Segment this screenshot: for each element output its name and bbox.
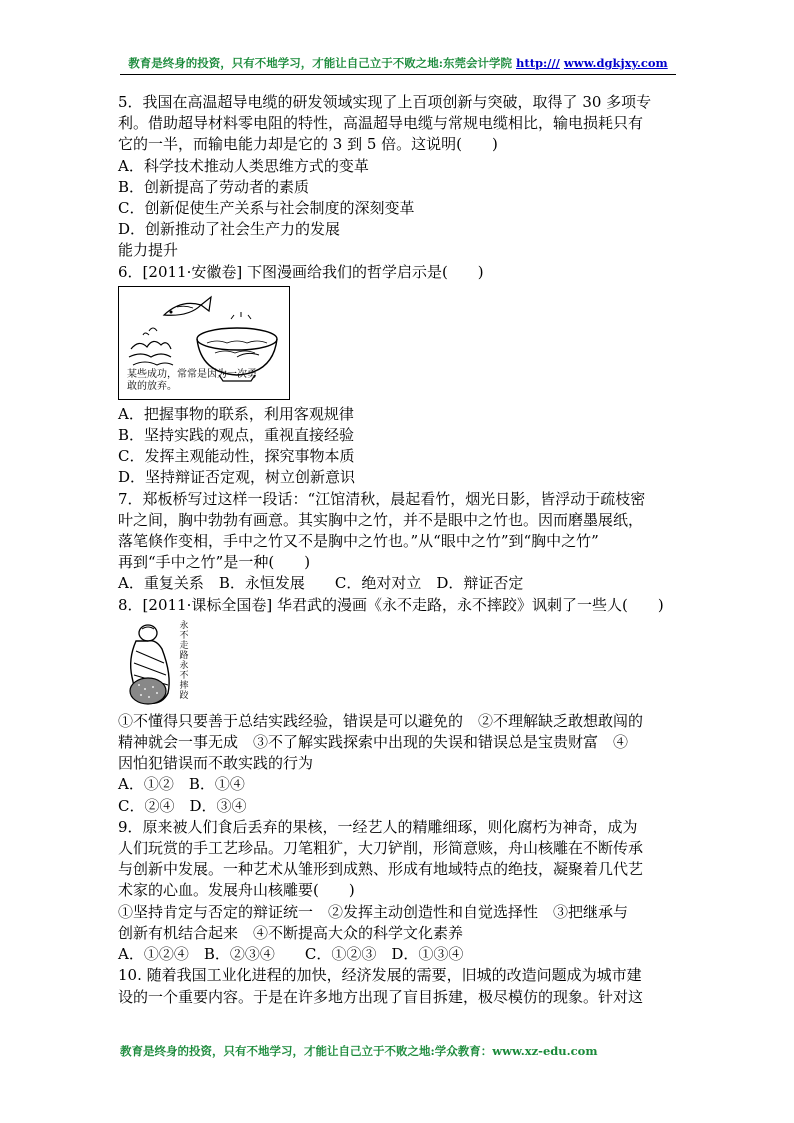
header-link-site[interactable]: www.dgkjxy.com: [563, 56, 668, 70]
header-text: 教育是终身的投资，只有不地学习，才能让自己立于不败之地:东莞会计学院: [128, 56, 517, 70]
q5-line: 它的一半，而输电能力却是它的 3 到 5 倍。这说明( ): [118, 135, 498, 154]
q9-line: 与创新中发展。一种艺术从雏形到成熟、形成有地域特点的绝技，凝聚着几代艺: [118, 860, 644, 879]
q7-line: 叶之间，胸中勃勃有画意。其实胸中之竹，并不是眼中之竹也。因而磨墨展纸，: [118, 510, 644, 529]
q9-line: 术家的心血。发展舟山核雕要( ): [118, 881, 355, 900]
q5-line: 利。借助超导材料零电阻的特性，高温超导电缆与常规电缆相比，输电损耗只有: [118, 114, 644, 133]
q6-cartoon: [118, 286, 290, 400]
q9-line: ①坚持肯定与否定的辩证统一 ②发挥主动创造性和自觉选择性 ③把继承与: [118, 902, 629, 921]
q6-line: 6．[2011·安徽卷] 下图漫画给我们的哲学启示是( ): [118, 262, 484, 281]
q6-option-d: D．坚持辩证否定观，树立创新意识: [118, 468, 356, 487]
q8-cartoon-vertical-text: 永 不 走 路 永 不 摔 跤: [179, 620, 189, 701]
q8-options: C．②④ D．③④: [118, 796, 247, 815]
q5-line: 5．我国在高温超导电缆的研发领域实现了上百项创新与突破，取得了 30 多项专: [118, 93, 652, 111]
document-body: [118, 92, 684, 1008]
q9-line: 创新有机结合起来 ④不断提高大众的科学文化素养: [118, 923, 464, 942]
q10-line: 设的一个重要内容。于是在许多地方出现了盲目拆建，极尽模仿的现象。针对这: [118, 987, 644, 1006]
section-heading: 能力提升: [118, 241, 179, 260]
q9-line: 9．原来被人们食后丢弃的果核，一经艺人的精雕细琢，则化腐朽为神奇，成为: [118, 817, 638, 836]
q7-line: 落笔倏作变相，手中之竹又不是胸中之竹也。”从“眼中之竹”到“胸中之竹”: [118, 532, 599, 551]
q8-cartoon: [118, 619, 193, 707]
q8-statement: 精神就会一事无成 ③不了解实践探索中出现的失误和错误总是宝贵财富 ④: [118, 733, 629, 752]
q9-options: A．①②④ B．②③④ C．①②③ D．①③④: [118, 945, 464, 964]
q6-option-c: C．发挥主观能动性，探究事物本质: [118, 447, 355, 466]
header-link-http[interactable]: http:///: [516, 56, 560, 70]
q6-option-b: B．坚持实践的观点，重视直接经验: [118, 426, 355, 445]
q5-option-d: D．创新推动了社会生产力的发展: [118, 220, 341, 239]
q9-line: 人们玩赏的手工艺珍品。刀笔粗犷，大刀铲削，形简意赅，舟山核雕在不断传承: [118, 839, 644, 858]
q5-option-a: A．科学技术推动人类思维方式的变革: [118, 156, 369, 175]
q8-statement: ①不懂得只要善于总结实践经验，错误是可以避免的 ②不理解缺乏敢想敢闯的: [118, 711, 644, 730]
q8-options: A．①② B．①④: [118, 775, 245, 794]
q8-statement: 因怕犯错误而不敢实践的行为: [118, 754, 314, 773]
q7-line: 再到“手中之竹”是一种( ): [118, 553, 311, 572]
page-footer: 教育是终身的投资，只有不地学习，才能让自己立于不败之地:学众教育：www.xz-edu.com: [120, 1044, 598, 1058]
q7-options: A．重复关系 B．永恒发展 C．绝对对立 D．辩证否定: [118, 574, 524, 593]
q10-line: 10. 随着我国工业化进程的加快，经济发展的需要，旧城的改造问题成为城市建: [118, 966, 642, 985]
q5-option-b: B．创新提高了劳动者的素质: [118, 177, 310, 196]
page-header: [120, 55, 676, 75]
q6-cartoon-caption: 某些成功，常常是因为一次勇 敢的放弃。: [127, 368, 257, 392]
q5-option-c: C．创新促使生产关系与社会制度的深刻变革: [118, 199, 415, 218]
q6-option-a: A．把握事物的联系，利用客观规律: [118, 404, 354, 423]
q8-line: 8．[2011·课标全国卷] 华君武的漫画《永不走路，永不摔跤》讽刺了一些人( ): [118, 595, 664, 614]
q7-line: 7．郑板桥写过这样一段话：“江馆清秋，晨起看竹，烟光日影，皆浮动于疏枝密: [118, 489, 646, 508]
